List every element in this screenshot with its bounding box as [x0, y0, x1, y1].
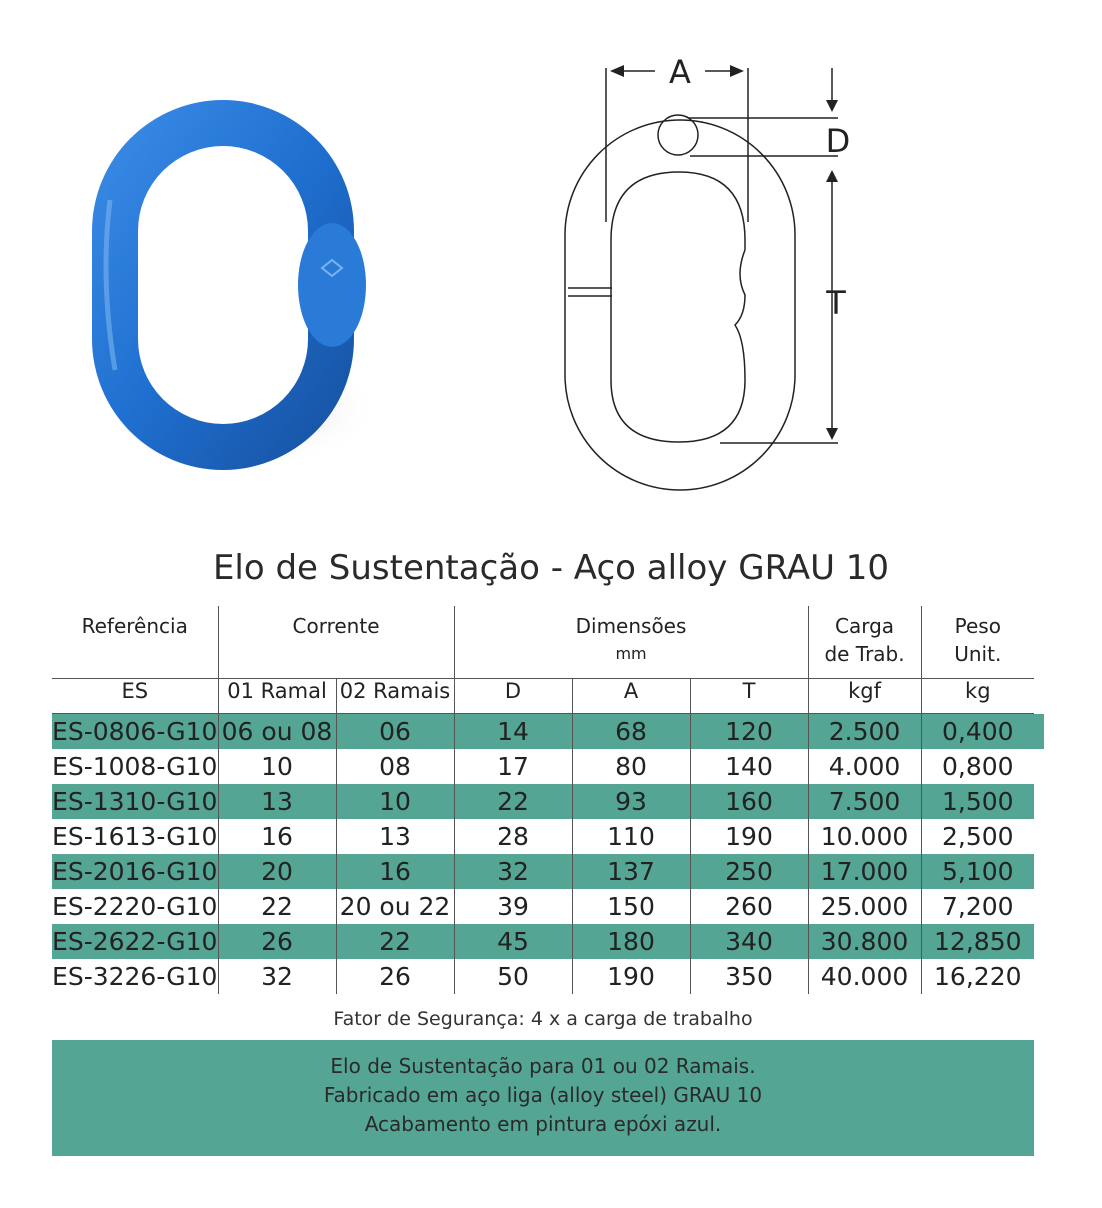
- table-row: [52, 889, 1034, 924]
- cell-01-ramal: 16: [218, 819, 336, 854]
- cell-01-ramal: 13: [218, 784, 336, 819]
- cell-d: 22: [454, 784, 572, 819]
- subheader-01-ramal: 01 Ramal: [218, 678, 336, 713]
- master-link-photo: [70, 80, 390, 500]
- label-d: D: [825, 122, 851, 160]
- cell-peso: 7,200: [921, 889, 1034, 924]
- cell-carga: 2.500: [808, 713, 921, 749]
- cell-t: 260: [690, 889, 808, 924]
- subheader-kgf: kgf: [808, 678, 921, 713]
- cell-referencia: ES-3226-G10: [52, 961, 218, 991]
- label-t: T: [826, 284, 846, 322]
- header-peso: [921, 606, 1034, 678]
- cell-02-ramais: 08: [336, 749, 454, 784]
- table-row: [52, 713, 1034, 749]
- cell-referencia: ES-1008-G10: [52, 751, 218, 781]
- cell-peso: 16,220: [921, 959, 1034, 994]
- cell-peso: 1,500: [921, 784, 1034, 819]
- description-line-2: Fabricado em aço liga (alloy steel) GRAU 10: [323, 1083, 763, 1107]
- cell-referencia: ES-0806-G10: [52, 713, 218, 749]
- cell-d: 45: [454, 924, 572, 959]
- table-row: [52, 959, 1034, 994]
- cell-carga: 7.500: [808, 784, 921, 819]
- description-line-3: Acabamento em pintura epóxi azul.: [364, 1112, 722, 1136]
- dimension-diagram: [540, 50, 880, 500]
- cell-referencia: ES-2622-G10: [52, 924, 218, 959]
- cell-a: 150: [572, 889, 690, 924]
- table-row: [52, 749, 1034, 784]
- cell-peso: 5,100: [921, 854, 1034, 889]
- cell-carga: 10.000: [808, 819, 921, 854]
- header-peso-line2: Unit.: [954, 642, 1002, 666]
- cell-d: 14: [454, 713, 572, 749]
- cell-carga: 25.000: [808, 889, 921, 924]
- cell-carga: 40.000: [808, 959, 921, 994]
- spec-table-container: [52, 606, 1034, 994]
- cell-t: 350: [690, 959, 808, 994]
- header-carga: [808, 606, 921, 678]
- cell-d: 17: [454, 749, 572, 784]
- spec-table-body: [52, 713, 1034, 994]
- cell-t: 140: [690, 749, 808, 784]
- cell-01-ramal: 06 ou 08: [218, 713, 336, 749]
- cell-referencia: ES-1613-G10: [52, 821, 218, 851]
- cell-t: 160: [690, 784, 808, 819]
- subheader-d: D: [454, 678, 572, 713]
- cell-d: 50: [454, 959, 572, 994]
- header-referencia: Referência: [81, 614, 188, 638]
- cell-01-ramal: 22: [218, 889, 336, 924]
- cell-peso: 12,850: [921, 924, 1034, 959]
- description-box: [52, 1040, 1034, 1156]
- label-a: A: [669, 53, 691, 91]
- page-title: Elo de Sustentação - Aço alloy GRAU 10: [212, 548, 890, 588]
- cell-01-ramal: 20: [218, 854, 336, 889]
- cell-02-ramais: 16: [336, 854, 454, 889]
- cell-d: 39: [454, 889, 572, 924]
- cell-01-ramal: 32: [218, 959, 336, 994]
- header-carga-line1: Carga: [835, 614, 895, 638]
- header-carga-line2: de Trab.: [824, 642, 905, 666]
- cell-peso: 0,800: [921, 749, 1034, 784]
- cell-a: 93: [572, 784, 690, 819]
- cell-t: 250: [690, 854, 808, 889]
- subheader-02-ramais: 02 Ramais: [336, 678, 454, 713]
- cell-referencia: ES-2016-G10: [52, 854, 218, 889]
- cell-a: 68: [572, 713, 690, 749]
- cell-d: 28: [454, 819, 572, 854]
- cell-a: 137: [572, 854, 690, 889]
- table-row: [52, 819, 1034, 854]
- cell-02-ramais: 20 ou 22: [336, 889, 454, 924]
- cell-02-ramais: 13: [336, 819, 454, 854]
- cell-02-ramais: 26: [336, 959, 454, 994]
- cell-02-ramais: 10: [336, 784, 454, 819]
- cell-a: 80: [572, 749, 690, 784]
- table-row: [52, 854, 1034, 889]
- subheader-kg: kg: [921, 678, 1034, 713]
- cell-peso: 0,400: [921, 713, 1034, 749]
- table-row: [52, 924, 1034, 959]
- cell-t: 190: [690, 819, 808, 854]
- cell-02-ramais: 22: [336, 924, 454, 959]
- cell-a: 190: [572, 959, 690, 994]
- cell-d: 32: [454, 854, 572, 889]
- table-row: [52, 784, 1034, 819]
- row-highlight-extension: [1034, 714, 1044, 749]
- cell-01-ramal: 26: [218, 924, 336, 959]
- cell-t: 120: [690, 713, 808, 749]
- cell-carga: 30.800: [808, 924, 921, 959]
- subheader-t: T: [690, 678, 808, 713]
- header-peso-line1: Peso: [954, 614, 1001, 638]
- subheader-es: ES: [52, 678, 218, 713]
- header-dimensoes-unit: mm: [615, 644, 647, 663]
- cell-a: 180: [572, 924, 690, 959]
- header-dimensoes: [454, 606, 808, 678]
- cell-carga: 17.000: [808, 854, 921, 889]
- cell-01-ramal: 10: [218, 749, 336, 784]
- subheader-a: A: [572, 678, 690, 713]
- header-corrente: Corrente: [218, 606, 454, 678]
- spec-table: [52, 606, 1034, 994]
- cell-02-ramais: 06: [336, 713, 454, 749]
- safety-factor-note: Fator de Segurança: 4 x a carga de trabalho: [333, 1008, 753, 1030]
- cell-carga: 4.000: [808, 749, 921, 784]
- cell-a: 110: [572, 819, 690, 854]
- cell-referencia: ES-2220-G10: [52, 891, 218, 921]
- header-dimensoes-label: Dimensões: [575, 614, 687, 638]
- cell-t: 340: [690, 924, 808, 959]
- description-line-1: Elo de Sustentação para 01 ou 02 Ramais.: [330, 1054, 756, 1078]
- cell-peso: 2,500: [921, 819, 1034, 854]
- cell-referencia: ES-1310-G10: [52, 784, 218, 819]
